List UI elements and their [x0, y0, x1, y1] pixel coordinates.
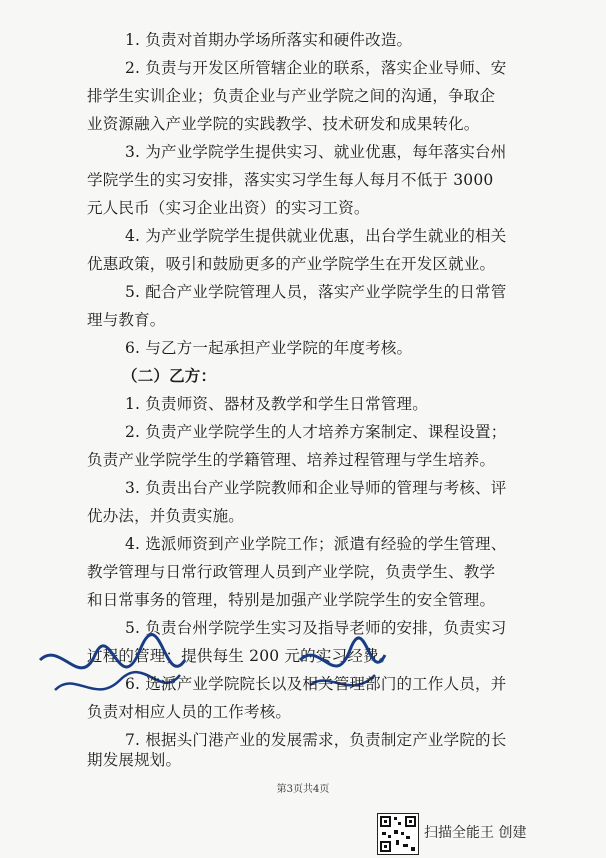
para-line: 学院学生的实习安排，落实实习学生每人每月不低于 3000 — [87, 171, 494, 189]
para-line: 5. 负责台州学院学生实习及指导老师的安排，负责实习 — [125, 619, 507, 637]
para-line: 3. 负责出台产业学院教师和企业导师的管理与考核、评 — [125, 479, 507, 497]
para-line: 过程的管理；提供每生 200 元的实习经费。 — [87, 647, 395, 665]
para-line: 排学生实训企业；负责企业与产业学院之间的沟通，争取企 — [87, 87, 496, 105]
para-line: 优惠政策，吸引和鼓励更多的产业学院学生在开发区就业。 — [87, 255, 496, 273]
para-line-text: 负责对相应人员的工作考核。 — [87, 703, 292, 721]
para-line-text: 期发展规划。 — [87, 751, 182, 769]
para-line: 和日常事务的管理，特别是加强产业学院学生的安全管理。 — [87, 591, 496, 609]
para-line: 3. 为产业学院学生提供实习、就业优惠，每年落实台州 — [125, 143, 507, 161]
para-line: 1. 负责师资、器材及教学和学生日常管理。 — [125, 395, 428, 413]
para-line: 5. 配合产业学院管理人员，落实产业学院学生的日常管 — [125, 283, 507, 301]
para-line: 2. 负责与开发区所管辖企业的联系，落实企业导师、安 — [125, 59, 507, 77]
para-line: 业资源融入产业学院的实践教学、技术研发和成果转化。 — [87, 115, 480, 133]
para-line: 4. 选派师资到产业学院工作；派遣有经验的学生管理、 — [125, 535, 507, 553]
para-line: 6. 与乙方一起承担产业学院的年度考核。 — [125, 339, 413, 357]
para-line: 2. 负责产业学院学生的人才培养方案制定、课程设置； — [125, 423, 507, 441]
para-line: 理与教育。 — [87, 311, 166, 329]
para-line: 负责产业学院学生的学籍管理、培养过程管理与学生培养。 — [87, 451, 496, 469]
para-line-text: 6. 选派产业学院院长以及相关管理部门的工作人员，并 — [125, 675, 507, 693]
para-line — [87, 750, 606, 770]
para-line: 优办法，并负责实施。 — [87, 507, 245, 525]
para-line: 教学管理与日常行政管理人员到产业学院，负责学生、教学 — [87, 563, 496, 581]
para-line: 1. 负责对首期办学场所落实和硬件改造。 — [125, 31, 413, 49]
para-line-text: 7. 根据头门港产业的发展需求，负责制定产业学院的长 — [125, 731, 507, 749]
para-line: 元人民币（实习企业出资）的实习工资。 — [87, 199, 370, 217]
qr-code-icon — [377, 813, 419, 855]
section-heading: （二）乙方： — [122, 366, 217, 385]
para-line: 4. 为产业学院学生提供就业优惠，出台学生就业的相关 — [125, 227, 507, 245]
scanner-brand-label: 扫描全能王 创建 — [424, 825, 527, 841]
page-number: 第3页共4页 — [276, 784, 330, 795]
